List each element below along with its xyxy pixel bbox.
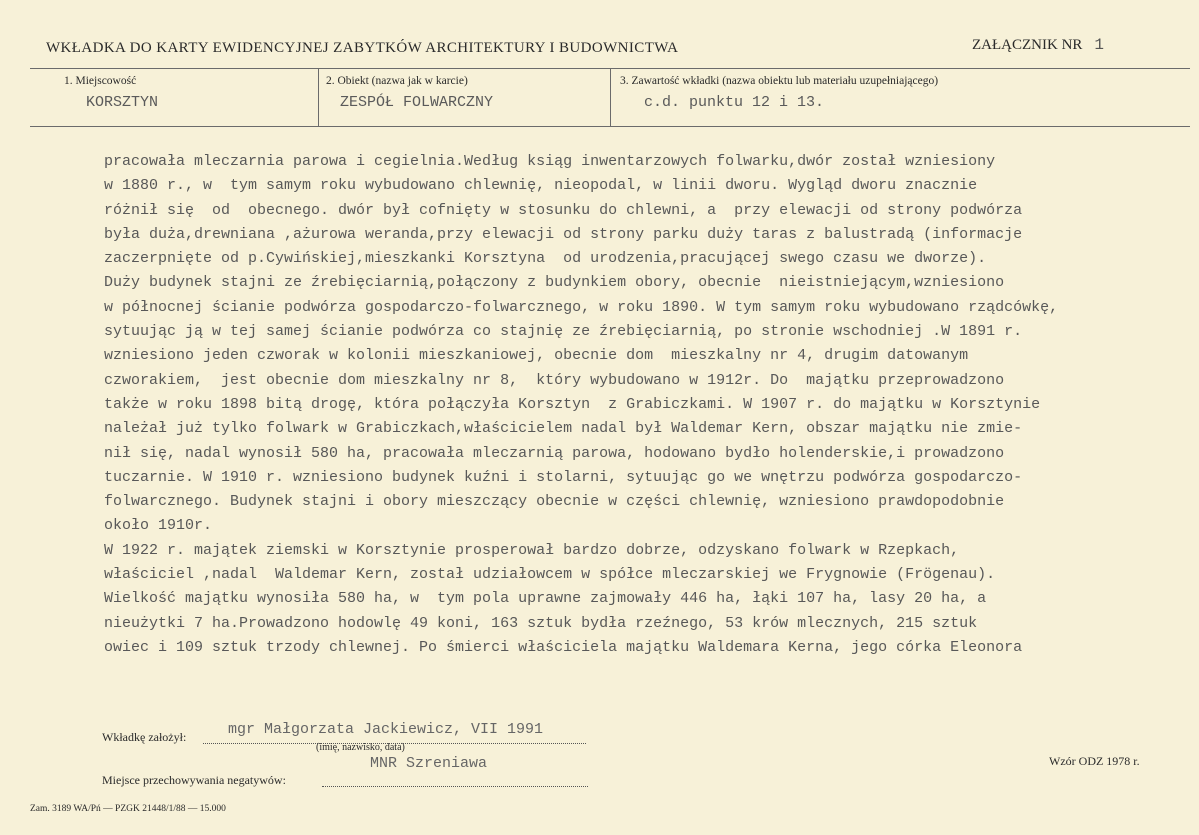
- body-line: wzniesiono jeden czworak w kolonii mieszkaniowej, obecnie dom mieszkalny nr 4, drugim datowanym: [104, 347, 969, 365]
- storage-value: MNR Szreniawa: [370, 755, 488, 772]
- body-line: pracowała mleczarnia parowa i cegielnia.Według ksiąg inwentarzowych folwarku,dwór został wzniesiony: [104, 153, 996, 170]
- body-line: nił się, nadal wynosił 580 ha, pracowała mleczarnią parowa, hodowano bydło holenderskie,i prowadzono: [104, 444, 1005, 462]
- created-by-hint: (imię, nazwisko, data): [316, 742, 405, 753]
- table-bottom-border: [30, 126, 1190, 127]
- body-line: zaczerpnięte od p.Cywińskiej,mieszkanki Korsztyna od urodzenia,pracującej swego czasu we dworze).: [104, 250, 987, 268]
- object-value: ZESPÓŁ FOLWARCZNY: [340, 94, 494, 111]
- body-line: właściciel ,nadal Waldemar Kern, został udziałowcem w spółce mleczarskiej we Frygnowie (Frögenau).: [104, 566, 996, 584]
- body-line: także w roku 1898 bitą drogę, która połączyła Korsztyn z Grabiczkami. W 1907 r. do majątku w Korsztynie: [104, 395, 1041, 413]
- body-line: czworakiem, jest obecnie dom mieszkalny nr 8, który wybudowano w 1912r. Do majątku przeprowadzono: [104, 371, 1005, 389]
- created-by-value: mgr Małgorzata Jackiewicz, VII 1991: [228, 721, 544, 738]
- printer-note: Zam. 3189 WA/Pń — PZGK 21448/1/88 — 15.000: [30, 804, 226, 814]
- body-line: W 1922 r. majątek ziemski w Korsztynie prosperował bardzo dobrze, odzyskano folwark w Rzepkach,: [104, 541, 960, 559]
- typed-body-text: [104, 150, 1184, 660]
- annex-label: ZAŁĄCZNIK NR: [972, 37, 1083, 53]
- locality-value: KORSZTYN: [86, 94, 159, 111]
- body-line: owiec i 109 sztuk trzody chlewnej. Po śmierci właściciela majątku Waldemara Kerna, jego córka Eleonora: [104, 638, 1023, 656]
- locality-label: 1. Miejscowość: [64, 75, 137, 87]
- body-line: w północnej ścianie podwórza gospodarczo-folwarcznego, w roku 1890. W tym samym roku wybudowano rządcówkę,: [104, 298, 1059, 316]
- content-value: c.d. punktu 12 i 13.: [644, 94, 825, 111]
- body-line: folwarcznego. Budynek stajni i obory mieszczący obecnie w części chlewnię, wzniesiono prawdopodobnie: [104, 493, 1005, 511]
- document-title: WKŁADKA DO KARTY EWIDENCYJNEJ ZABYTKÓW ARCHITEKTURY I BUDOWNICTWA: [46, 40, 679, 56]
- content-label: 3. Zawartość wkładki (nazwa obiektu lub materiału uzupełniającego): [620, 75, 939, 87]
- body-line: tuczarnie. W 1910 r. wzniesiono budynek kuźni i stolarni, sytuując go we wnętrzu podwórza gospodarczo-: [104, 468, 1023, 486]
- form-code: Wzór ODZ 1978 r.: [1049, 754, 1140, 768]
- table-divider-1: [318, 68, 319, 126]
- negatives-dotted-line: [322, 786, 588, 787]
- body-line: różnił się od obecnego. dwór był cofnięty w stosunku do chlewni, a przy elewacji od strony podwórza: [104, 201, 1023, 219]
- body-line: sytuując ją w tej samej ścianie podwórza co stajnię ze źrebięciarnią, po stronie wschodniej .W 1891 r.: [104, 323, 1023, 341]
- body-line: około 1910r.: [104, 517, 213, 535]
- body-line: nieużytki 7 ha.Prowadzono hodowlę 49 koni, 163 sztuk bydła rzeźnego, 53 krów mlecznych, 215 sztuk: [104, 614, 978, 632]
- table-divider-2: [610, 68, 611, 126]
- body-line: była duża,drewniana ,ażurowa weranda,przy elewacji od strony parku duży taras z balustradą (informacje: [104, 225, 1023, 243]
- negatives-label: Miejsce przechowywania negatywów:: [102, 773, 286, 787]
- annex-number: 1: [1094, 36, 1105, 54]
- body-line: należał już tylko folwark w Grabiczkach,właścicielem nadal był Waldemar Kern, obszar majątku nie zmie-: [104, 420, 1023, 438]
- annex-label-group: [972, 36, 1104, 54]
- body-line: Wielkość majątku wynosiła 580 ha, w tym pola uprawne zajmowały 446 ha, łąki 107 ha, lasy 20 ha, a: [104, 590, 987, 608]
- body-line: w 1880 r., w tym samym roku wybudowano chlewnię, nieopodal, w linii dworu. Wygląd dworu znacznie: [104, 177, 978, 195]
- body-line: Duży budynek stajni ze źrebięciarnią,połączony z budynkiem obory, obecnie nieistniejącym,wzniesiono: [104, 274, 1005, 292]
- object-label: 2. Obiekt (nazwa jak w karcie): [326, 75, 468, 87]
- created-by-label: Wkładkę założył:: [102, 730, 187, 744]
